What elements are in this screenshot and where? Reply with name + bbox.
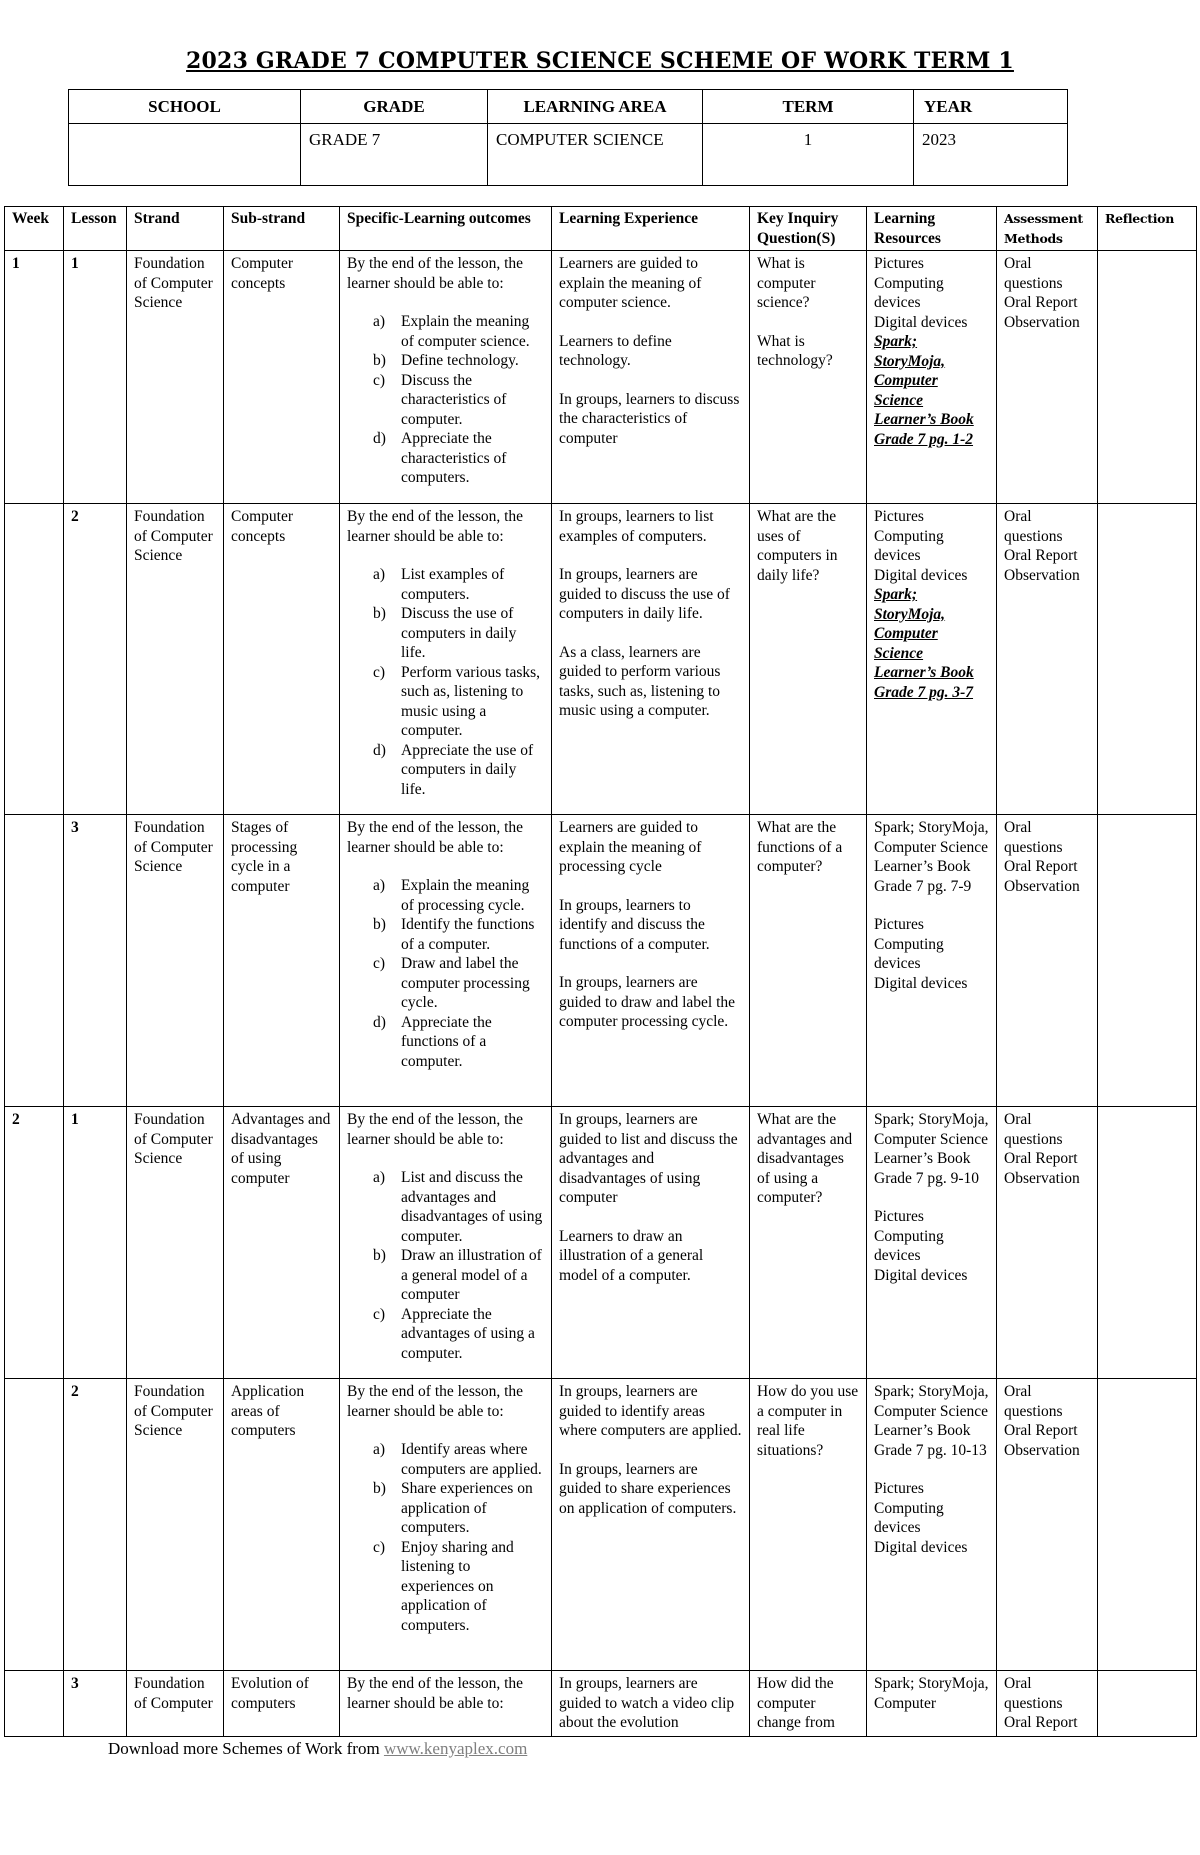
experience-cell: [552, 1671, 750, 1737]
experience-text: In groups, learners are guided to identify areas where computers are applied.: [559, 1383, 742, 1439]
week-number: 2: [12, 1111, 20, 1128]
term-header: TERM: [703, 90, 914, 124]
table-row: [5, 1107, 1197, 1379]
list-marker: b): [373, 1480, 386, 1497]
list-item: [347, 351, 544, 371]
substrand-text: Computer concepts: [231, 255, 293, 292]
assessment-item: Oral Report: [1004, 294, 1078, 311]
substrand-header: Sub-strand: [224, 207, 340, 251]
substrand-text: Advantages and disadvantages of using computer: [231, 1111, 331, 1187]
strand-text: Foundation of Computer: [134, 1675, 213, 1712]
outcome-text: Explain the meaning of computer science.: [401, 313, 530, 350]
resource-item: Computing devices: [874, 1227, 944, 1264]
outcomes-list: [347, 1168, 544, 1363]
grade-value: GRADE 7: [301, 124, 488, 186]
resource-item: Computing devices: [874, 274, 944, 311]
list-item: [347, 915, 544, 954]
resource-item: Pictures: [874, 1208, 924, 1225]
scheme-rows: [5, 251, 1197, 1737]
inquiry-question: What is technology?: [757, 332, 833, 369]
school-info-table: [68, 89, 1068, 186]
resource-book: Spark; StoryMoja, Computer Science Learner’s Book Grade 7 pg. 3-7: [874, 586, 974, 701]
resource-item: Pictures: [874, 916, 924, 933]
assessment-item: Oral Report: [1004, 1422, 1078, 1439]
inquiry-cell: [750, 1379, 867, 1671]
lesson-cell: [64, 1107, 127, 1379]
resource-item: Computing devices: [874, 1499, 944, 1536]
list-item: [347, 1168, 544, 1246]
outcomes-intro: By the end of the lesson, the learner should be able to:: [347, 255, 524, 292]
resource-item: Spark; StoryMoja, Computer Science Learner’s Book Grade 7 pg. 7-9: [874, 819, 989, 895]
assessment-item: Oral questions: [1004, 819, 1063, 856]
strand-cell: [127, 1671, 224, 1737]
assessment-cell: [997, 1671, 1098, 1737]
outcomes-intro: By the end of the lesson, the learner should be able to:: [347, 1111, 524, 1148]
reflection-cell: [1098, 1379, 1197, 1671]
inquiry-cell: [750, 1107, 867, 1379]
experience-text: In groups, learners are guided to draw and label the computer processing cycle.: [559, 974, 736, 1030]
term-value: 1: [703, 124, 914, 186]
experience-text: In groups, learners to identify and discuss the functions of a computer.: [559, 896, 710, 953]
list-marker: a): [373, 877, 386, 894]
substrand-cell: [224, 815, 340, 1107]
assessment-item: Observation: [1004, 313, 1080, 331]
lesson-number: 2: [71, 508, 79, 525]
resource-item: Digital devices: [874, 313, 968, 331]
assessment-item: Oral Report: [1004, 547, 1078, 564]
inquiry-question: What are the functions of a computer?: [757, 819, 843, 875]
assessment-item: Oral questions: [1004, 255, 1063, 292]
lesson-cell: [64, 815, 127, 1107]
list-marker: b): [373, 605, 386, 622]
assessment-cell: [997, 504, 1098, 815]
outcomes-list: [347, 1440, 544, 1635]
strand-cell: [127, 504, 224, 815]
year-value: 2023: [914, 124, 1068, 186]
experience-text: In groups, learners to list examples of computers.: [559, 508, 714, 545]
outcomes-intro: By the end of the lesson, the learner should be able to:: [347, 819, 524, 856]
experience-text: Learners are guided to explain the meaning of processing cycle: [559, 819, 702, 875]
outcome-text: Identify the functions of a computer.: [401, 916, 535, 953]
inquiry-question: What are the advantages and disadvantages of using a computer?: [757, 1111, 853, 1206]
resource-item: Pictures: [874, 508, 924, 525]
outcome-text: Explain the meaning of processing cycle.: [401, 877, 530, 914]
assessment-item: Observation: [1004, 1441, 1080, 1459]
assessment-item: Oral Report: [1004, 858, 1078, 875]
assessment-item: Oral questions: [1004, 1111, 1063, 1148]
lesson-number: 2: [71, 1383, 79, 1400]
assessment-item: Observation: [1004, 1169, 1080, 1187]
list-marker: b): [373, 1247, 386, 1264]
outcome-text: List and discuss the advantages and disadvantages of using computer.: [401, 1169, 543, 1245]
experience-cell: [552, 504, 750, 815]
resource-item: Spark; StoryMoja, Computer Science Learner’s Book Grade 7 pg. 9-10: [874, 1111, 989, 1187]
assessment-cell: [997, 815, 1098, 1107]
table-row: [5, 1379, 1197, 1671]
list-item: [347, 663, 544, 741]
week-header: Week: [5, 207, 64, 251]
lesson-header: Lesson: [64, 207, 127, 251]
reflection-header: Reflection: [1098, 207, 1197, 251]
resource-item: Spark; StoryMoja, Computer: [874, 1675, 989, 1712]
strand-header: Strand: [127, 207, 224, 251]
experience-text: In groups, learners to discuss the characteristics of computer: [559, 390, 740, 447]
resource-item: Computing devices: [874, 527, 944, 564]
resource-item: Digital devices: [874, 566, 968, 584]
list-item: [347, 1440, 544, 1479]
assessment-item: Oral Report: [1004, 1150, 1078, 1167]
outcome-text: Appreciate the functions of a computer.: [401, 1013, 492, 1070]
assessment-cell: [997, 1107, 1098, 1379]
outcomes-intro: By the end of the lesson, the learner should be able to:: [347, 1675, 524, 1712]
spacer: [874, 1460, 989, 1479]
learning-area-header: LEARNING AREA: [488, 90, 703, 124]
resources-cell: [867, 1671, 997, 1737]
resource-item: Computing devices: [874, 935, 944, 972]
strand-cell: [127, 815, 224, 1107]
outcomes-cell: [340, 1107, 552, 1379]
inquiry-question: How do you use a computer in real life situations?: [757, 1383, 859, 1459]
outcome-text: Appreciate the characteristics of computers.: [401, 430, 507, 486]
list-item: [347, 429, 544, 488]
resource-item: Pictures: [874, 1480, 924, 1497]
footer-text: Download more Schemes of Work from: [108, 1739, 384, 1758]
list-item: [347, 565, 544, 604]
lesson-number: 3: [71, 1675, 79, 1692]
list-marker: c): [373, 371, 386, 389]
strand-text: Foundation of Computer Science: [134, 255, 213, 311]
inquiry-question: What is computer science?: [757, 255, 816, 311]
assessment-item: Oral questions: [1004, 1383, 1063, 1420]
resources-cell: [867, 1379, 997, 1671]
substrand-text: Application areas of computers: [231, 1383, 305, 1439]
week-cell: [5, 251, 64, 504]
strand-cell: [127, 1107, 224, 1379]
spacer: [874, 896, 989, 915]
inquiry-question: How did the computer change from: [757, 1675, 835, 1731]
experience-cell: [552, 251, 750, 504]
lesson-number: 1: [71, 255, 79, 272]
resource-item: Pictures: [874, 255, 924, 272]
table-row: [5, 504, 1197, 815]
school-header: SCHOOL: [69, 90, 301, 124]
outcomes-list: [347, 565, 544, 799]
resources-cell: [867, 251, 997, 504]
list-marker: c): [373, 1305, 386, 1323]
list-item: [347, 1246, 544, 1305]
outcomes-header: Specific-Learning outcomes: [340, 207, 552, 251]
outcomes-cell: [340, 1379, 552, 1671]
inquiry-cell: [750, 251, 867, 504]
week-cell: [5, 504, 64, 815]
assessment-item: Oral Report: [1004, 1714, 1078, 1731]
lesson-number: 1: [71, 1111, 79, 1128]
list-marker: d): [373, 1013, 386, 1031]
list-item: [347, 741, 544, 800]
outcome-text: Discuss the use of computers in daily life.: [401, 605, 517, 661]
inquiry-header: Key Inquiry Question(S): [750, 207, 867, 251]
week-cell: [5, 1107, 64, 1379]
resource-item: Digital devices: [874, 1266, 968, 1284]
experience-header: Learning Experience: [552, 207, 750, 251]
learning-area-value: COMPUTER SCIENCE: [488, 124, 703, 186]
year-header: YEAR: [914, 90, 1068, 124]
strand-text: Foundation of Computer Science: [134, 1383, 213, 1439]
page-title: 2023 GRADE 7 COMPUTER SCIENCE SCHEME OF WORK TERM 1: [186, 48, 1014, 74]
reflection-cell: [1098, 251, 1197, 504]
reflection-cell: [1098, 504, 1197, 815]
assessment-cell: [997, 1379, 1098, 1671]
week-cell: [5, 1379, 64, 1671]
experience-text: In groups, learners are guided to watch a video clip about the evolution: [559, 1675, 735, 1731]
outcome-text: Discuss the characteristics of computer.: [401, 371, 507, 428]
resources-header: Learning Resources: [867, 207, 997, 251]
lesson-cell: [64, 1671, 127, 1737]
experience-cell: [552, 1107, 750, 1379]
experience-cell: [552, 1379, 750, 1671]
substrand-cell: [224, 1379, 340, 1671]
list-item: [347, 312, 544, 351]
list-marker: a): [373, 1441, 386, 1458]
grade-header: GRADE: [301, 90, 488, 124]
assessment-item: Observation: [1004, 566, 1080, 584]
outcomes-intro: By the end of the lesson, the learner should be able to:: [347, 1383, 524, 1420]
experience-text: As a class, learners are guided to perform various tasks, such as, listening to music using a computer.: [559, 643, 721, 719]
inquiry-question: What are the uses of computers in daily life?: [757, 508, 838, 584]
list-marker: c): [373, 1538, 386, 1556]
substrand-text: Stages of processing cycle in a computer: [231, 819, 298, 895]
resource-book: Spark; StoryMoja, Computer Science Learner’s Book Grade 7 pg. 1-2: [874, 333, 974, 448]
substrand-cell: [224, 1107, 340, 1379]
inquiry-cell: [750, 815, 867, 1107]
experience-text: In groups, learners are guided to share experiences on application of computers.: [559, 1460, 737, 1517]
outcomes-cell: [340, 815, 552, 1107]
outcome-text: Enjoy sharing and listening to experiences on application of computers.: [401, 1538, 514, 1634]
outcomes-cell: [340, 251, 552, 504]
footer: [108, 1739, 527, 1759]
substrand-text: Computer concepts: [231, 508, 293, 545]
assessment-item: Oral questions: [1004, 508, 1063, 545]
list-marker: a): [373, 566, 386, 583]
list-marker: d): [373, 430, 386, 447]
list-item: [347, 1013, 544, 1072]
footer-link[interactable]: www.kenyaplex.com: [383, 1739, 528, 1758]
outcome-text: Perform various tasks, such as, listening to music using a computer.: [401, 663, 541, 739]
outcome-text: List examples of computers.: [401, 566, 505, 603]
outcome-text: Identify areas where computers are applied.: [401, 1441, 542, 1478]
list-item: [347, 954, 544, 1013]
assessment-item: Observation: [1004, 877, 1080, 895]
list-item: [347, 1538, 544, 1636]
list-item: [347, 371, 544, 430]
resources-cell: [867, 504, 997, 815]
assessment-header: Assessment Methods: [997, 207, 1098, 251]
outcomes-intro: By the end of the lesson, the learner should be able to:: [347, 508, 524, 545]
lesson-cell: [64, 1379, 127, 1671]
inquiry-cell: [750, 504, 867, 815]
week-cell: [5, 1671, 64, 1737]
lesson-cell: [64, 251, 127, 504]
resource-item: Digital devices: [874, 974, 968, 992]
assessment-cell: [997, 251, 1098, 504]
strand-cell: [127, 1379, 224, 1671]
strand-text: Foundation of Computer Science: [134, 819, 213, 875]
list-item: [347, 604, 544, 663]
list-marker: a): [373, 313, 386, 330]
table-row: [5, 815, 1197, 1107]
outcome-text: Appreciate the use of computers in daily life.: [401, 741, 534, 798]
outcome-text: Draw and label the computer processing cycle.: [401, 955, 530, 1011]
list-marker: b): [373, 352, 386, 369]
lesson-number: 3: [71, 819, 79, 836]
outcomes-cell: [340, 504, 552, 815]
substrand-cell: [224, 251, 340, 504]
substrand-text: Evolution of computers: [231, 1675, 309, 1712]
list-marker: c): [373, 955, 386, 972]
lesson-cell: [64, 504, 127, 815]
week-number: 1: [12, 255, 20, 272]
week-cell: [5, 815, 64, 1107]
assessment-item: Oral questions: [1004, 1675, 1063, 1712]
table-row: [5, 1671, 1197, 1737]
substrand-cell: [224, 504, 340, 815]
scheme-of-work-table: [4, 206, 1197, 1737]
resources-cell: [867, 1107, 997, 1379]
list-item: [347, 876, 544, 915]
outcomes-cell: [340, 1671, 552, 1737]
school-value: [69, 124, 301, 186]
resource-item: Digital devices: [874, 1538, 968, 1556]
reflection-cell: [1098, 1671, 1197, 1737]
experience-text: Learners are guided to explain the meaning of computer science.: [559, 255, 702, 311]
strand-cell: [127, 251, 224, 504]
table-row: [5, 251, 1197, 504]
list-item: [347, 1479, 544, 1538]
experience-text: Learners to draw an illustration of a general model of a computer.: [559, 1227, 704, 1284]
outcome-text: Define technology.: [401, 352, 519, 369]
experience-text: Learners to define technology.: [559, 332, 672, 369]
list-marker: c): [373, 663, 386, 681]
spacer: [874, 1188, 989, 1207]
outcomes-list: [347, 312, 544, 488]
reflection-cell: [1098, 815, 1197, 1107]
reflection-cell: [1098, 1107, 1197, 1379]
outcome-text: Appreciate the advantages of using a computer.: [401, 1305, 535, 1362]
experience-text: In groups, learners are guided to list and discuss the advantages and disadvantages of using computer: [559, 1111, 738, 1206]
list-marker: d): [373, 741, 386, 759]
outcome-text: Share experiences on application of computers.: [401, 1480, 533, 1536]
outcomes-list: [347, 876, 544, 1071]
resources-cell: [867, 815, 997, 1107]
experience-text: In groups, learners are guided to discuss the use of computers in daily life.: [559, 566, 730, 622]
resource-item: Spark; StoryMoja, Computer Science Learner’s Book Grade 7 pg. 10-13: [874, 1383, 989, 1459]
experience-cell: [552, 815, 750, 1107]
list-marker: a): [373, 1169, 386, 1186]
strand-text: Foundation of Computer Science: [134, 1111, 213, 1167]
outcome-text: Draw an illustration of a general model of a computer: [401, 1247, 542, 1303]
substrand-cell: [224, 1671, 340, 1737]
list-item: [347, 1305, 544, 1364]
list-marker: b): [373, 916, 386, 933]
inquiry-cell: [750, 1671, 867, 1737]
strand-text: Foundation of Computer Science: [134, 508, 213, 564]
